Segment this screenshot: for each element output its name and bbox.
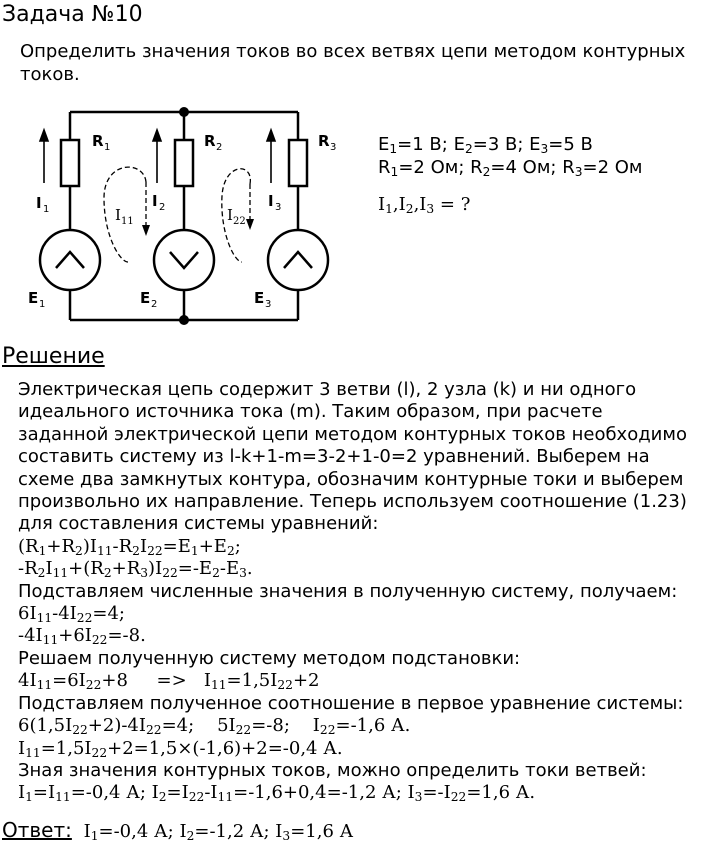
label-e2: E xyxy=(140,289,151,307)
label-i3-sub: 3 xyxy=(275,202,282,213)
solution-paragraph-line: Электрическая цепь содержит 3 ветви (l), 2 узла (k) и ни одного xyxy=(18,379,637,400)
solution-heading: Решение xyxy=(2,344,105,369)
solution-paragraph-line: идеального источника тока (m). Таким образом, при расчете xyxy=(18,401,603,423)
label-r1: R xyxy=(92,132,104,150)
solution-paragraph-line: заданной электрической цепи методом контурных токов необходимо xyxy=(18,423,687,445)
equation-6: $6(1,5I_{22}+2)-4I_{22}=4$; $5I_{22}=-8$; $I_{22}=-1,6$ А. xyxy=(18,715,411,738)
task-title: Задача №10 xyxy=(2,2,143,27)
label-i2-sub: 2 xyxy=(159,202,166,213)
solution-paragraph-line: Подставляем полученное соотношение в первое уравнение системы: xyxy=(18,692,684,714)
label-loop-i22: I xyxy=(227,206,233,224)
label-r2-sub: 2 xyxy=(216,142,223,153)
given-values xyxy=(378,133,643,216)
label-loop-i22-sub: 22 xyxy=(233,216,246,227)
equation-4: $-4I_{11}+6I_{22}=-8$. xyxy=(18,625,146,648)
label-r3: R xyxy=(318,132,330,150)
label-e3: E xyxy=(254,289,265,307)
task-statement: Определить значения токов во всех ветвях цепи методом контурных токов. xyxy=(20,41,686,85)
solution-paragraph-line: Подставляем численные значения в полученную систему, получаем: xyxy=(18,580,678,602)
resistor-r3 xyxy=(289,140,307,186)
equation-1: $(R_1+R_2)I_{11}-R_2I_{22}=E_1+E_2$; xyxy=(18,535,241,558)
equation-7: $I_{11}=1,5I_{22}+2=1,5\times(-1,6)+2=-0,4$ А. xyxy=(18,737,343,760)
equation-5: $4I_{11}=6I_{22}+8$ => $I_{11}=1,5I_{22}+2$ xyxy=(18,670,320,693)
solution-paragraph-line: Зная значения контурных токов, можно определить токи ветвей: xyxy=(18,759,647,781)
label-r2: R xyxy=(204,132,216,150)
equation-3: $6I_{11}-4I_{22}=4$; xyxy=(18,603,125,626)
label-i2: I xyxy=(152,192,158,210)
loop-current-i11-icon xyxy=(104,167,146,262)
resistor-r1 xyxy=(61,140,79,186)
label-r3-sub: 3 xyxy=(330,142,337,153)
label-e1-sub: 1 xyxy=(39,299,46,310)
source-e1 xyxy=(40,230,100,290)
label-loop-i11-sub: 11 xyxy=(121,216,134,227)
label-i3: I xyxy=(268,192,274,210)
label-i1-sub: 1 xyxy=(43,204,50,215)
node-top xyxy=(179,107,189,117)
label-e3-sub: 3 xyxy=(265,299,272,310)
given-emf-line: $E_1=1$ В; $E_2=3$ В; $E_3=5$ В xyxy=(378,134,593,157)
solution-paragraph-line: схеме два замкнутых контура, обозначим контурные токи и выберем xyxy=(18,468,684,490)
label-loop-i11: I xyxy=(115,206,121,224)
resistor-r2 xyxy=(175,140,193,186)
solution-paragraph-line: Решаем полученную систему методом подстановки: xyxy=(18,647,521,669)
label-e1: E xyxy=(28,289,39,307)
node-bottom xyxy=(179,315,189,325)
equation-8: $I_1=I_{11}=-0,4$ А; $I_2=I_{22}-I_{11}=-1,6+0,4=-1,2$ А; $I_3=-I_{22}=1,6$ А. xyxy=(18,782,536,805)
solution-paragraph-line: произвольно их направление. Теперь используем соотношение (1.23) xyxy=(18,491,687,513)
given-resistance-line: $R_1=2$ Ом; $R_2=4$ Ом; $R_3=2$ Ом xyxy=(378,157,643,180)
equation-2: $-R_2I_{11}+(R_2+R_3)I_{22}=-E_2-E_3$. xyxy=(18,558,253,581)
solution-body xyxy=(18,379,708,805)
answer-label: Ответ: xyxy=(2,818,72,842)
label-r1-sub: 1 xyxy=(104,142,111,153)
given-question: $I_1,I_2,I_3$ = ? xyxy=(378,194,471,217)
source-e3 xyxy=(268,230,328,290)
answer-line: Ответ: $I_1=-0,4$ А; $I_2=-1,2$ А; $I_3=1,6$ А xyxy=(2,818,354,843)
solution-paragraph-line: составить систему из l-k+1-m=3-2+1-0=2 уравнений. Выберем на xyxy=(18,446,650,468)
solution-paragraph-line: для составления системы уравнений: xyxy=(18,513,379,535)
label-e2-sub: 2 xyxy=(151,299,158,310)
source-e2 xyxy=(154,230,214,290)
label-i1: I xyxy=(36,194,42,212)
